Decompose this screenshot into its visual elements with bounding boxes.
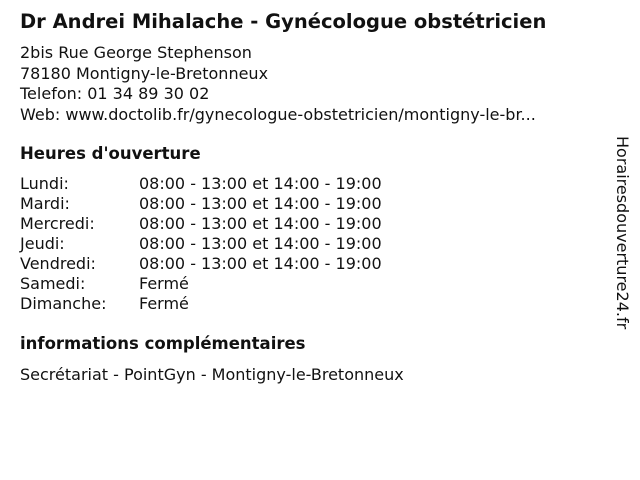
day-label: Vendredi: (20, 254, 96, 273)
day-label: Jeudi: (20, 234, 65, 253)
additional-info-text: Secrétariat - PointGyn - Montigny-le-Bretonneux (20, 365, 404, 384)
time-value: Fermé (139, 274, 189, 293)
time-value: 08:00 - 13:00 et 14:00 - 19:00 (139, 214, 382, 233)
time-value: 08:00 - 13:00 et 14:00 - 19:00 (139, 254, 382, 273)
time-value: 08:00 - 13:00 et 14:00 - 19:00 (139, 174, 382, 193)
address-block (20, 43, 536, 125)
day-label: Samedi: (20, 274, 86, 293)
time-value: 08:00 - 13:00 et 14:00 - 19:00 (139, 194, 382, 213)
phone-number: Telefon: 01 34 89 30 02 (20, 84, 210, 103)
day-label: Mardi: (20, 194, 70, 213)
city-address: 78180 Montigny-le-Bretonneux (20, 63, 269, 83)
day-label: Mercredi: (20, 214, 95, 233)
time-value: Fermé (139, 294, 189, 313)
site-brand-label: Horairesdouverture24.fr (613, 136, 632, 330)
additional-info-heading: informations complémentaires (20, 334, 306, 353)
day-label: Lundi: (20, 174, 69, 193)
day-label: Dimanche: (20, 294, 107, 313)
page-title: Dr Andrei Mihalache - Gynécologue obstétricien (20, 10, 547, 33)
website-link: Web: www.doctolib.fr/gynecologue-obstetricien/montigny-le-br... (20, 104, 536, 124)
street-address: 2bis Rue George Stephenson (20, 43, 252, 62)
opening-hours-heading: Heures d'ouverture (20, 144, 201, 163)
time-value: 08:00 - 13:00 et 14:00 - 19:00 (139, 234, 382, 253)
